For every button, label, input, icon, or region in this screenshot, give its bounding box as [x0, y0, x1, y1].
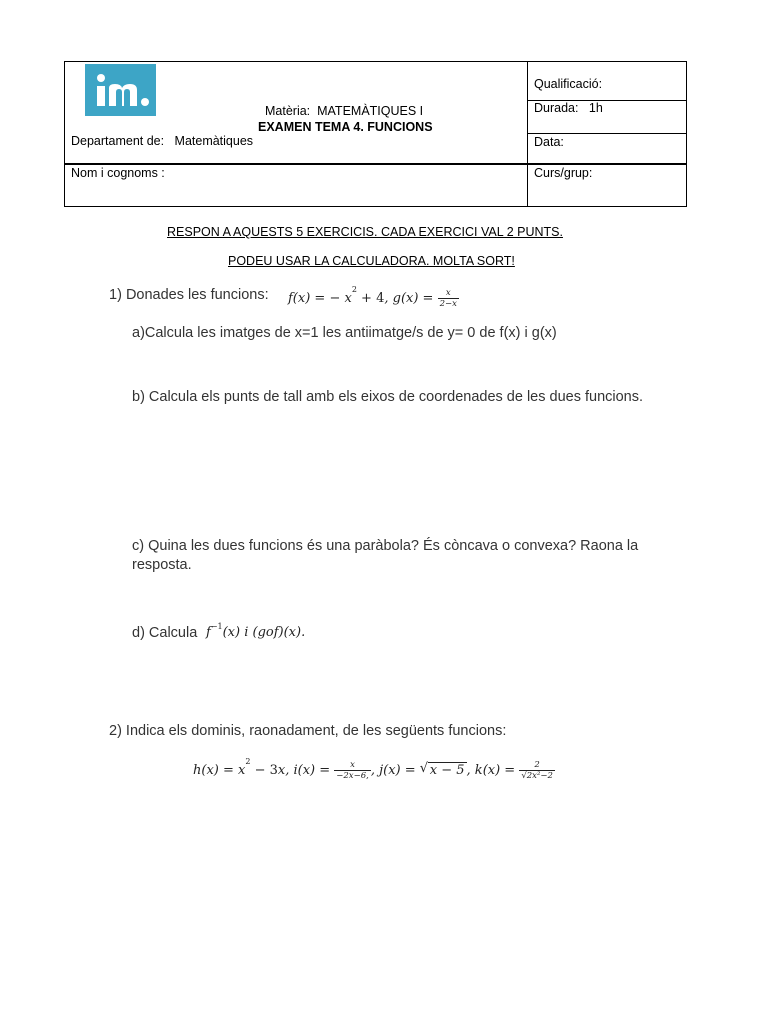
- exercise-1d-text: d) Calcula: [132, 625, 198, 641]
- qualificacio-label: Qualificació:: [534, 77, 603, 91]
- departament-label: Departament de:: [71, 134, 165, 148]
- durada-value: 1h: [588, 101, 603, 115]
- header-column-divider: [527, 61, 528, 207]
- header-row-divider: [64, 163, 687, 165]
- exercise-2-functions-formula: $h(x) = x^2 - 3x$, i(x) = $\frac{x}{-2x-6,}$ , j(x) = √ x − 5 , k(x) = $\frac{2}{\text{√2x²−2}}$: [193, 757, 553, 781]
- header-row-divider: [527, 133, 687, 134]
- exercise-1a: a)Calcula les imatges de x=1 les antiimatge/s de y= 0 de f(x) i g(x): [132, 325, 557, 341]
- exercise-1-number: 1): [109, 287, 122, 303]
- durada-line: [534, 101, 603, 115]
- exercise-1c: c) Quina les dues funcions és una paràbola? És còncava o convexa? Raona la resposta.: [132, 538, 639, 573]
- exercise-1d-formula: $f^{-1}(x)$ i (gof)(x).: [206, 622, 306, 640]
- exercise-1b: b) Calcula els punts de tall amb els eixos de coordenades de les dues funcions.: [132, 389, 644, 405]
- materia-line: [265, 104, 423, 118]
- instructions-line-2: PODEU USAR LA CALCULADORA. MOLTA SORT!: [228, 254, 515, 268]
- durada-label: Durada:: [534, 101, 579, 115]
- instructions-line-1: RESPON A AQUESTS 5 EXERCICIS. CADA EXERCICI VAL 2 PUNTS.: [167, 225, 563, 239]
- curs-grup-label: Curs/grup:: [534, 166, 593, 180]
- nom-cognoms-label: Nom i cognoms :: [71, 166, 165, 180]
- school-logo-mark: [85, 64, 156, 116]
- materia-label: Matèria:: [265, 104, 311, 118]
- exam-title: EXAMEN TEMA 4. FUNCIONS: [258, 120, 433, 134]
- exercise-1-intro: [109, 287, 269, 303]
- materia-value: MATEMÀTIQUES I: [317, 104, 424, 118]
- data-label: Data:: [534, 135, 564, 149]
- departament-value: Matemàtiques: [174, 134, 254, 148]
- departament-line: [71, 134, 253, 148]
- exercise-1-intro-text: Donades les funcions:: [125, 287, 269, 303]
- exercise-1-functions-formula: f(x) = − $x^2 + 4$, g(x) = $\frac{x}{2-x}$: [288, 285, 457, 309]
- school-logo: [85, 64, 156, 116]
- exercise-2-text: 2) Indica els dominis, raonadament, de les següents funcions:: [109, 723, 507, 739]
